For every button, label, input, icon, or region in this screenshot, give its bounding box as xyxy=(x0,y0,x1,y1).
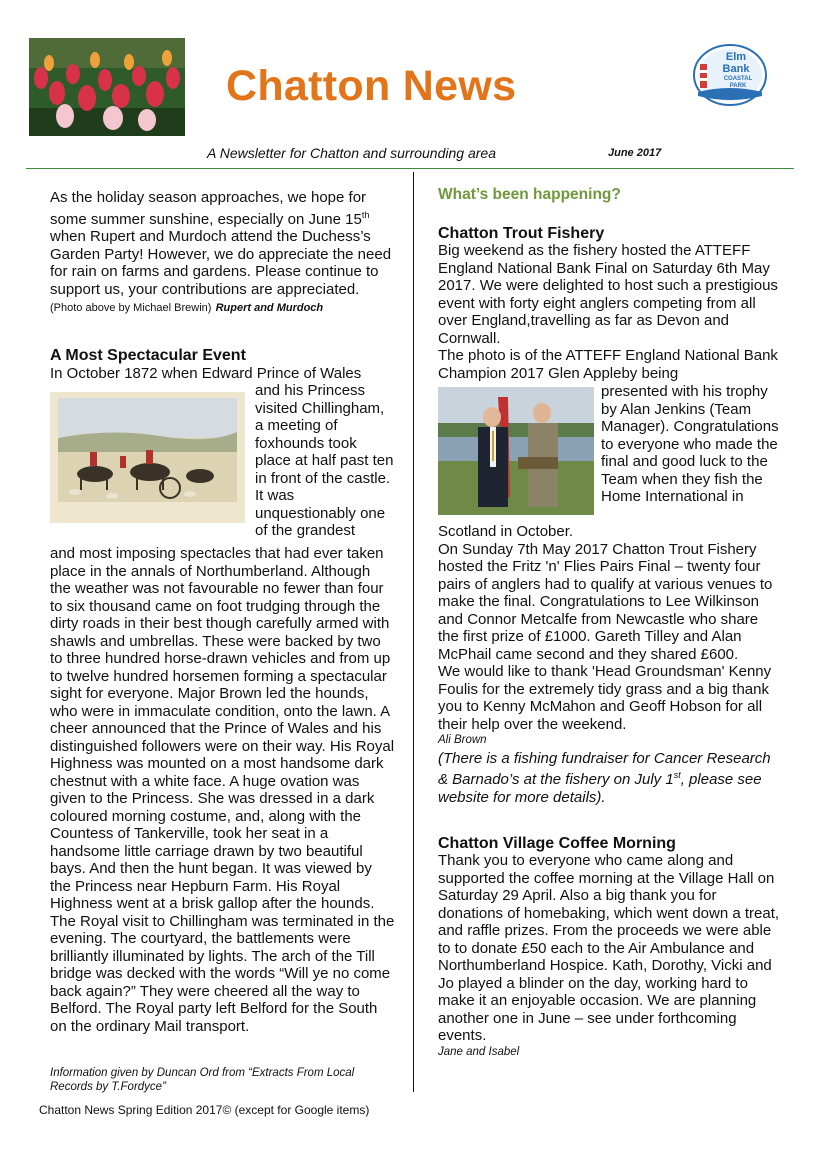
event-body: and most imposing spectacles that had ever taken place in the annals of Northumberland. Although the weather was not favourable no fewer than four to six thousand came on foot trudging through the dirty roads in their best though carefully armed with shawls and umbrellas. These were backed by two to three hundred horse-drawn vehicles and from up to twelve hundred horsemen forming a spectacular sight for everyone. Major Brown led the hounds, who were in immaculate condition, onto the lawn. A cheer announced that the Prince of Wales and his distinguished followers were on their way. His Royal Highness was mounted on a most handsome dark chestnut with a white face. A huge ovation was given to the Princess. She was dressed in a dark coloured morning costume, and, along with the Countess of Tankerville, took her seat in a handsome little carriage drawn by two beautiful bays. And then the hunt began. It was viewed by the Princess near Hepburn Farm. His Royal Highness went at a brisk gallop after the hounds. The Royal visit to Chillingham was terminated in the evening. The courtyard, the battlements were brilliantly illuminated by lights. The arch of the Till bridge was decked with the words “Will ye no come back again?” They were cheered all the way to Belford. The Royal party left Belford for the South on the ordinary Mail transport. xyxy=(50,545,395,1035)
tulips-photo xyxy=(29,38,185,136)
trout-paragraph-2a: Scotland in October. xyxy=(438,523,574,540)
header-divider xyxy=(26,168,794,169)
trout-paragraph-1b: The photo is of the ATTEFF England National Bank Champion 2017 Glen Appleby being xyxy=(438,347,778,382)
logo-line3: COASTAL xyxy=(723,76,753,82)
coffee-body: Thank you to everyone who came along and supported the coffee morning at the Village Hall on Saturday 29 April. Also a big thank you for donations of homebaking, which went down a treat, and raffle prizes. From the proceeds we were able to to donate £50 each to the Air Ambulance and Northumberland Hospice. Kath, Dorothy, Vicki and Jo played a blinder on the day, working hard to make it an enjoyable occasion. We are planning another one in June – see under forthcoming events. xyxy=(438,852,780,1044)
intro-text-2: when Rupert and Murdoch attend the Duchess’s Garden Party! However, we do appreciate the need for rain on farms and gardens. Please continue to support us, your contributions are appreciated. xyxy=(50,228,392,298)
intro-signature: Rupert and Murdoch xyxy=(215,302,324,314)
trout-heading: Chatton Trout Fishery xyxy=(438,225,605,242)
elm-bank-logo xyxy=(692,44,768,106)
column-divider xyxy=(413,172,414,1092)
fundraiser-note-a: (There is a fishing fundraiser for Cancer Research & Barnado’s at the fishery on July 1 xyxy=(438,749,771,788)
trout-signature: Ali Brown xyxy=(438,734,487,746)
fundraiser-note-sup: st xyxy=(673,770,681,780)
logo-line4: PARK xyxy=(729,83,747,89)
trophy-photo xyxy=(438,387,594,515)
event-heading: A Most Spectacular Event xyxy=(50,347,246,364)
logo-line1: Elm xyxy=(725,51,747,63)
trout-paragraph-1: Big weekend as the fishery hosted the ATTEFF England National Bank Final on Saturday 6th May 2017. We were delighted to host such a prestigious event with forty eight anglers competing from all over England,travelling as far as Devon and Cornwall. xyxy=(438,242,778,347)
trout-wrap-text: presented with his trophy by Alan Jenkins (Team Manager). Congratulations to everyone who made the final and good luck to the Team when they fish the Home International in xyxy=(601,383,779,505)
photo-credit: (Photo above by Michael Brewin) xyxy=(50,302,212,314)
fundraiser-note-b: , please see website for more details). xyxy=(438,771,762,806)
intro-paragraph xyxy=(50,189,395,318)
fundraiser-note xyxy=(438,750,783,807)
issue-date: June 2017 xyxy=(608,147,662,159)
footer: Chatton News Spring Edition 2017© (except for Google items) xyxy=(39,1103,370,1117)
event-credit: Information given by Duncan Ord from “Extracts From Local Records by T.Fordyce” xyxy=(50,1067,355,1093)
intro-text: As the holiday season approaches, we hope for some summer sunshine, especially on June 15 xyxy=(50,189,367,228)
logo-line2: Bank xyxy=(722,63,750,75)
trout-continued xyxy=(438,523,783,806)
trout-paragraph-2c: We would like to thank 'Head Groundsman' Kenny Foulis for the extremely tidy grass and a big thank you to Kenny McMahon and Geoff Hobson for all their help over the weekend. xyxy=(438,663,772,733)
event-wrap-text: and his Princess visited Chillingham, a meeting of foxhounds took place at half past ten in front of the castle. It was unquestionably one of the grandest xyxy=(255,382,394,539)
coffee-signature: Jane and Isabel xyxy=(438,1045,520,1058)
coffee-heading: Chatton Village Coffee Morning xyxy=(438,835,676,852)
trout-intro xyxy=(438,242,783,382)
newsletter-subtitle: A Newsletter for Chatton and surrounding area xyxy=(207,145,496,161)
trout-paragraph-2b: On Sunday 7th May 2017 Chatton Trout Fishery hosted the Fritz 'n' Flies Pairs Final – twenty four pairs of anglers had to qualify at various venues to make the final. Congratulations to Lee Wilkinson and Connor Metcalfe from Newcastle who share the first prize of £1000. Gareth Tilley and Alan McPhail came second and they shared £600. xyxy=(438,540,773,663)
coffee-section xyxy=(438,852,783,1059)
hunt-painting xyxy=(50,392,245,523)
event-first-line: In October 1872 when Edward Prince of Wales xyxy=(50,365,362,382)
intro-sup: th xyxy=(361,209,370,220)
newsletter-title: Chatton News xyxy=(226,62,517,110)
section-heading: What’s been happening? xyxy=(438,186,621,203)
